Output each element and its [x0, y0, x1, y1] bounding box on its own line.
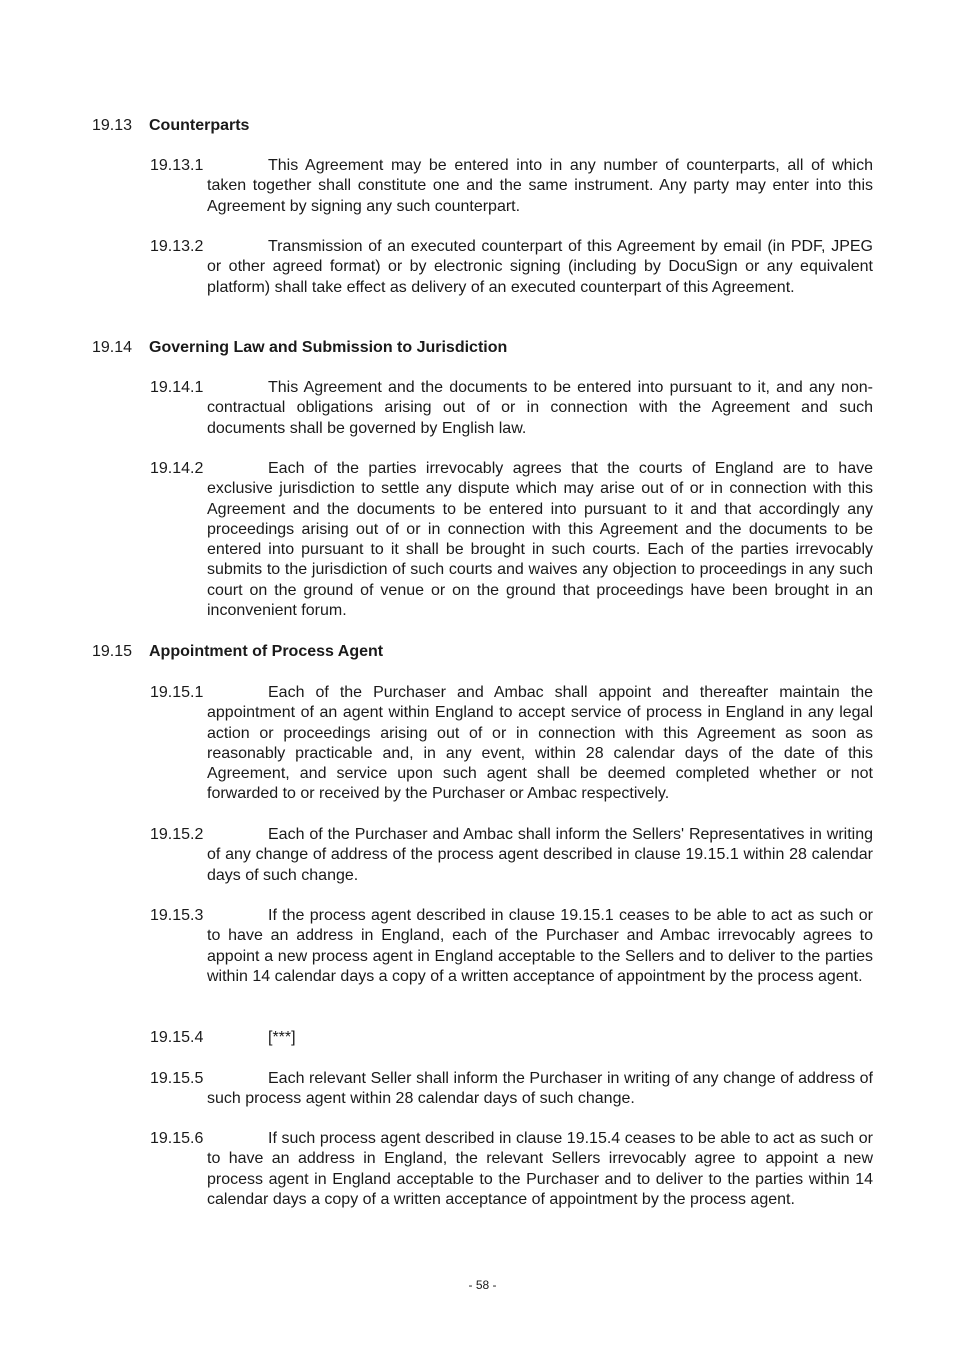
clause-text: If such process agent described in clause 19.15.4 ceases to be able to act as such or to have an address in England, the relevant Sellers irrevocably agree to appoint a new process agent in England acceptable to the Purchaser and to deliver to the parties within 14 calendar days a copy of a written acceptance of appointment by the process agent. [207, 1130, 873, 1208]
clause-19-14-2 [150, 459, 873, 621]
clause-19-15-6 [150, 1129, 873, 1210]
clause-number: 19.15.5 [150, 1070, 204, 1087]
clause-19-13-1 [150, 156, 873, 217]
clause-19-15-4 [150, 1028, 873, 1048]
clause-number: 19.13.1 [150, 157, 204, 174]
clause-19-14-1 [150, 378, 873, 439]
section-number: 19.15 [92, 643, 133, 660]
section-heading [92, 116, 873, 136]
clause-text: Each of the Purchaser and Ambac shall appoint and thereafter maintain the appointment of an agent within England to accept service of process in England in any legal action or proceedings arising out of or in connection with this Agreement as soon as reasonably practicable and, in any event, within 28 calendar days of the date of this Agreement, and service upon such agent shall be deemed completed whether or not forwarded to or received by the Purchaser or Ambac respectively. [207, 684, 873, 803]
section-title: Counterparts [149, 117, 250, 134]
clause-19-13-2 [150, 237, 873, 298]
clause-text: This Agreement may be entered into in any number of counterparts, all of which taken together shall constitute one and the same instrument. Any party may enter into this Agreement by signing any such counterpart. [207, 157, 873, 215]
section-heading [92, 338, 873, 358]
page-number: - 58 - [468, 1278, 497, 1292]
clause-text: [***] [268, 1029, 296, 1046]
clause-19-15-1 [150, 683, 873, 805]
section-number: 19.14 [92, 339, 133, 356]
section-title: Governing Law and Submission to Jurisdiction [149, 339, 508, 356]
clause-number: 19.15.1 [150, 684, 204, 701]
section-governing-law [92, 338, 873, 358]
clause-text: Each of the parties irrevocably agrees that the courts of England are to have exclusive jurisdiction to settle any dispute which may arise out of or in connection with this Agreement and the documents to be entered into pursuant to it and that accordingly any proceedings arising out of or in connection with this Agreement and the documents to be entered into pursuant to it shall be brought in such courts. Each of the parties irrevocably submits to the jurisdiction of such courts and waives any objection to proceedings in any such court on the ground of venue or on the ground that proceedings have been brought in an inconvenient forum. [207, 460, 873, 620]
clause-text: Each of the Purchaser and Ambac shall inform the Sellers' Representatives in writing of any change of address of the process agent described in clause 19.15.1 within 28 calendar days of such change. [207, 826, 873, 884]
clause-19-15-3 [150, 906, 873, 987]
section-process-agent [92, 642, 873, 662]
section-counterparts [92, 116, 873, 136]
clause-19-15-5 [150, 1069, 873, 1110]
clause-text: This Agreement and the documents to be entered into pursuant to it, and any non-contractual obligations arising out of or in connection with the Agreement and such documents shall be governed by English law. [207, 379, 873, 437]
section-title: Appointment of Process Agent [149, 643, 384, 660]
clause-number: 19.15.4 [150, 1029, 204, 1046]
section-number: 19.13 [92, 117, 133, 134]
clause-19-15-2 [150, 825, 873, 886]
clause-number: 19.15.2 [150, 826, 204, 843]
clause-number: 19.14.2 [150, 460, 204, 477]
clause-text: If the process agent described in clause 19.15.1 ceases to be able to act as such or to have an address in England, each of the Purchaser and Ambac irrevocably agrees to appoint a new process agent in England acceptable to the Sellers and to deliver to the parties within 14 calendar days a copy of a written acceptance of appointment by the process agent. [207, 907, 873, 985]
section-heading [92, 642, 873, 662]
clause-number: 19.15.6 [150, 1130, 204, 1147]
clause-text: Each relevant Seller shall inform the Purchaser in writing of any change of address of such process agent within 28 calendar days of such change. [207, 1070, 873, 1108]
clause-text: Transmission of an executed counterpart of this Agreement by email (in PDF, JPEG or other agreed format) or by electronic signing (including by DocuSign or any equivalent platform) shall take effect as delivery of an executed counterpart of this Agreement. [207, 238, 873, 296]
clause-number: 19.15.3 [150, 907, 204, 924]
clause-number: 19.13.2 [150, 238, 204, 255]
clause-number: 19.14.1 [150, 379, 204, 396]
